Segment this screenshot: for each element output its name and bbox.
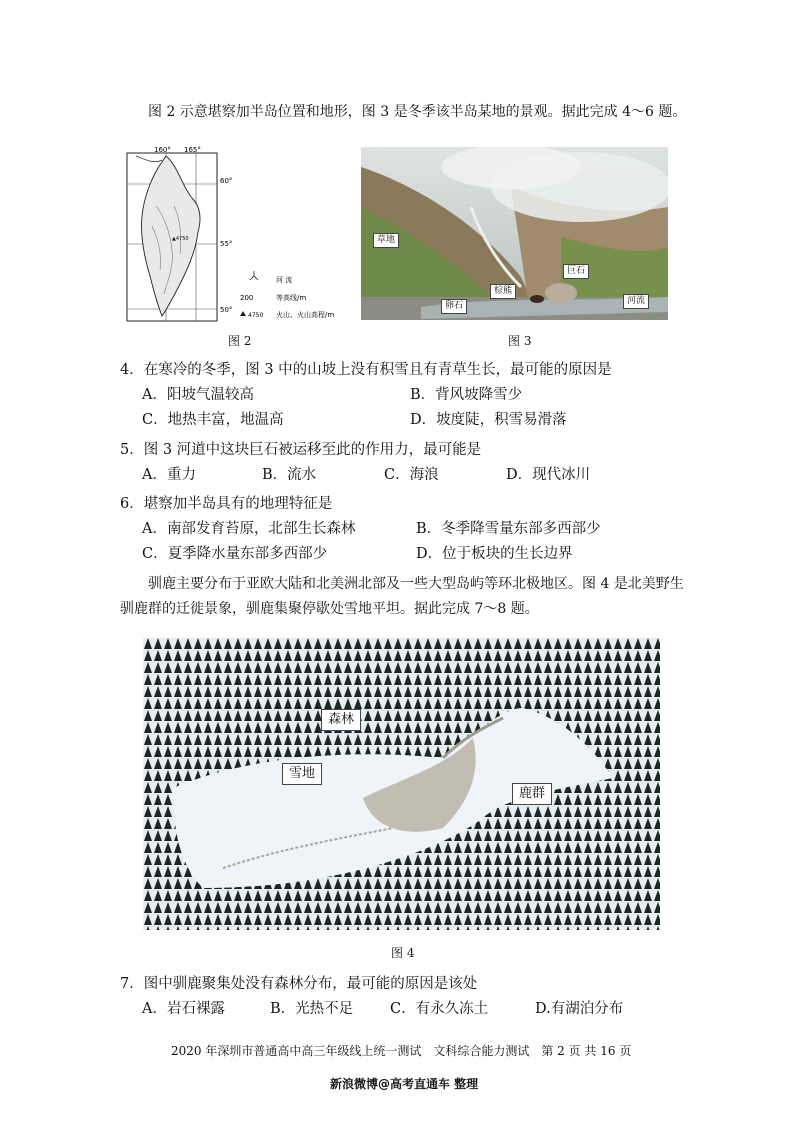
q4-option-d: D．坡度陡，积雪易滑落 — [410, 412, 567, 428]
legend-river: 河 流 — [276, 276, 293, 284]
volcano-legend-icon — [240, 311, 246, 316]
q4-stem: 4．在寒冷的冬季，图 3 中的山坡上没有积雪且有青草生长，最可能的原因是 — [120, 362, 612, 378]
intro-fig4-line1: 驯鹿主要分布于亚欧大陆和北美洲北部及一些大型岛屿等环北极地区。图 4 是北美野生 — [148, 576, 684, 592]
label-grass: 草地 — [373, 233, 399, 248]
river-legend-icon — [250, 271, 258, 280]
legend-contour-value: 200 — [240, 294, 254, 302]
peak-label: ▲4750 — [172, 236, 189, 242]
label-snow: 雪地 — [282, 763, 322, 785]
label-boulder: 巨石 — [563, 264, 589, 279]
q5-option-d: D．现代冰川 — [506, 467, 591, 483]
q5-option-b: B．流水 — [262, 467, 317, 483]
lon-label-160: 160° — [154, 146, 171, 154]
q6-stem: 6．堪察加半岛具有的地理特征是 — [120, 496, 333, 512]
footer-source: 新浪微博@高考直通车 整理 — [330, 1077, 479, 1091]
q6-option-c: C．夏季降水量东部多西部少 — [142, 546, 328, 562]
lat-label-60: 60° — [220, 177, 233, 185]
figure-2-map — [126, 146, 352, 324]
reindeer-scene-svg — [143, 638, 660, 930]
figure-3-caption: 图 3 — [508, 334, 532, 348]
figure-3-photo — [361, 147, 668, 320]
q6-option-d: D．位于板块的生长边界 — [416, 546, 573, 562]
footer-exam-info: 2020 年深圳市普通高中高三年级线上统一测试 文科综合能力测试 第 2 页 共 16 页 — [171, 1044, 632, 1058]
q7-option-d: D.有湖泊分布 — [535, 1001, 624, 1017]
lon-label-165: 165° — [184, 146, 201, 154]
legend-volcano: 火山、火山高程/m — [276, 311, 335, 319]
q4-option-b: B．背风坡降雪少 — [410, 387, 523, 403]
q4-option-c: C．地热丰富，地温高 — [142, 412, 284, 428]
intro-fig4-line2: 驯鹿群的迁徙景象，驯鹿集聚停歇处雪地平坦。据此完成 7～8 题。 — [120, 601, 539, 617]
q7-stem: 7．图中驯鹿聚集处没有森林分布，最可能的原因是该处 — [120, 976, 478, 992]
legend-volcano-value: 4750 — [248, 312, 264, 319]
figure-4-caption: 图 4 — [391, 946, 415, 960]
q5-option-a: A．重力 — [142, 467, 196, 483]
label-bear: 棕熊 — [490, 284, 516, 299]
kamchatka-map-svg — [126, 146, 352, 324]
q7-option-a: A．岩石裸露 — [142, 1001, 225, 1017]
q4-option-a: A．阳坡气温较高 — [142, 387, 254, 403]
label-pebble: 卵石 — [441, 299, 467, 314]
label-forest: 森林 — [321, 709, 361, 731]
q7-option-b: B．光热不足 — [270, 1001, 354, 1017]
figure-2-caption: 图 2 — [228, 334, 252, 348]
q6-option-a: A．南部发育苔原，北部生长森林 — [142, 521, 356, 537]
intro-fig2-3: 图 2 示意堪察加半岛位置和地形，图 3 是冬季该半岛某地的景观。据此完成 4～6 题。 — [148, 104, 687, 120]
q7-option-c: C．有永久冻土 — [390, 1001, 489, 1017]
lat-label-55: 55° — [220, 240, 233, 248]
q6-option-b: B．冬季降雪量东部多西部少 — [416, 521, 601, 537]
legend-contour: 等高线/m — [276, 294, 307, 302]
figure-4-photo — [143, 638, 660, 930]
q5-option-c: C．海浪 — [384, 467, 439, 483]
q5-stem: 5．图 3 河道中这块巨石被运移至此的作用力，最可能是 — [120, 442, 482, 458]
label-herd: 鹿群 — [512, 783, 552, 805]
lat-label-50: 50° — [220, 306, 233, 314]
label-river: 河流 — [623, 294, 649, 309]
